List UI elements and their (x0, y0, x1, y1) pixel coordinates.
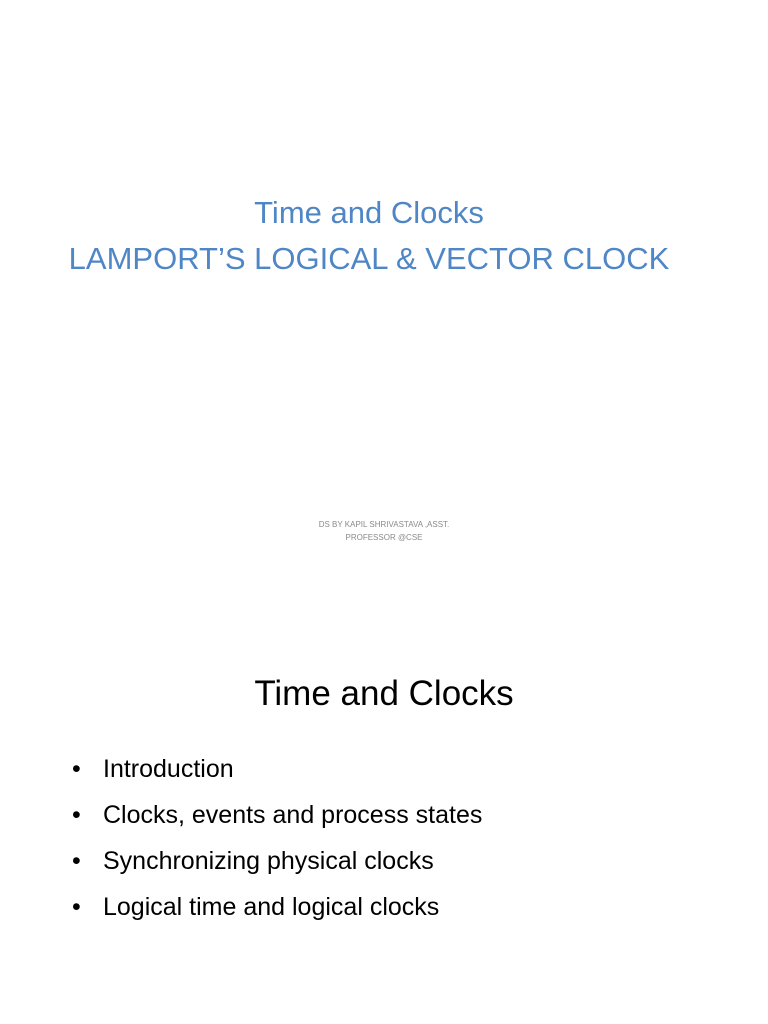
bullet-text: Logical time and logical clocks (103, 893, 440, 921)
bullet-list (72, 754, 482, 938)
bullet-text: Clocks, events and process states (103, 801, 483, 829)
slide-2-title: Time and Clocks (254, 674, 514, 713)
bullet-text: Synchronizing physical clocks (103, 847, 434, 875)
bullet-dot-icon: • (72, 847, 81, 875)
slide-footer (0, 518, 768, 544)
bullet-item (72, 846, 482, 892)
footer-line-2: PROFESSOR @CSE (345, 533, 423, 542)
bullet-text: Introduction (103, 755, 234, 783)
bullet-dot-icon: • (72, 801, 81, 829)
bullet-dot-icon: • (72, 755, 81, 783)
footer-line-1: DS BY KAPIL SHRIVASTAVA ,ASST. (318, 520, 450, 529)
bullet-item (72, 892, 482, 938)
bullet-dot-icon: • (72, 893, 81, 921)
title-line-1: Time and Clocks (254, 195, 484, 230)
title-line-2: LAMPORT’S LOGICAL & VECTOR CLOCK (68, 241, 670, 276)
bullet-item (72, 754, 482, 800)
bullet-item (72, 800, 482, 846)
slide-2 (0, 576, 768, 1024)
